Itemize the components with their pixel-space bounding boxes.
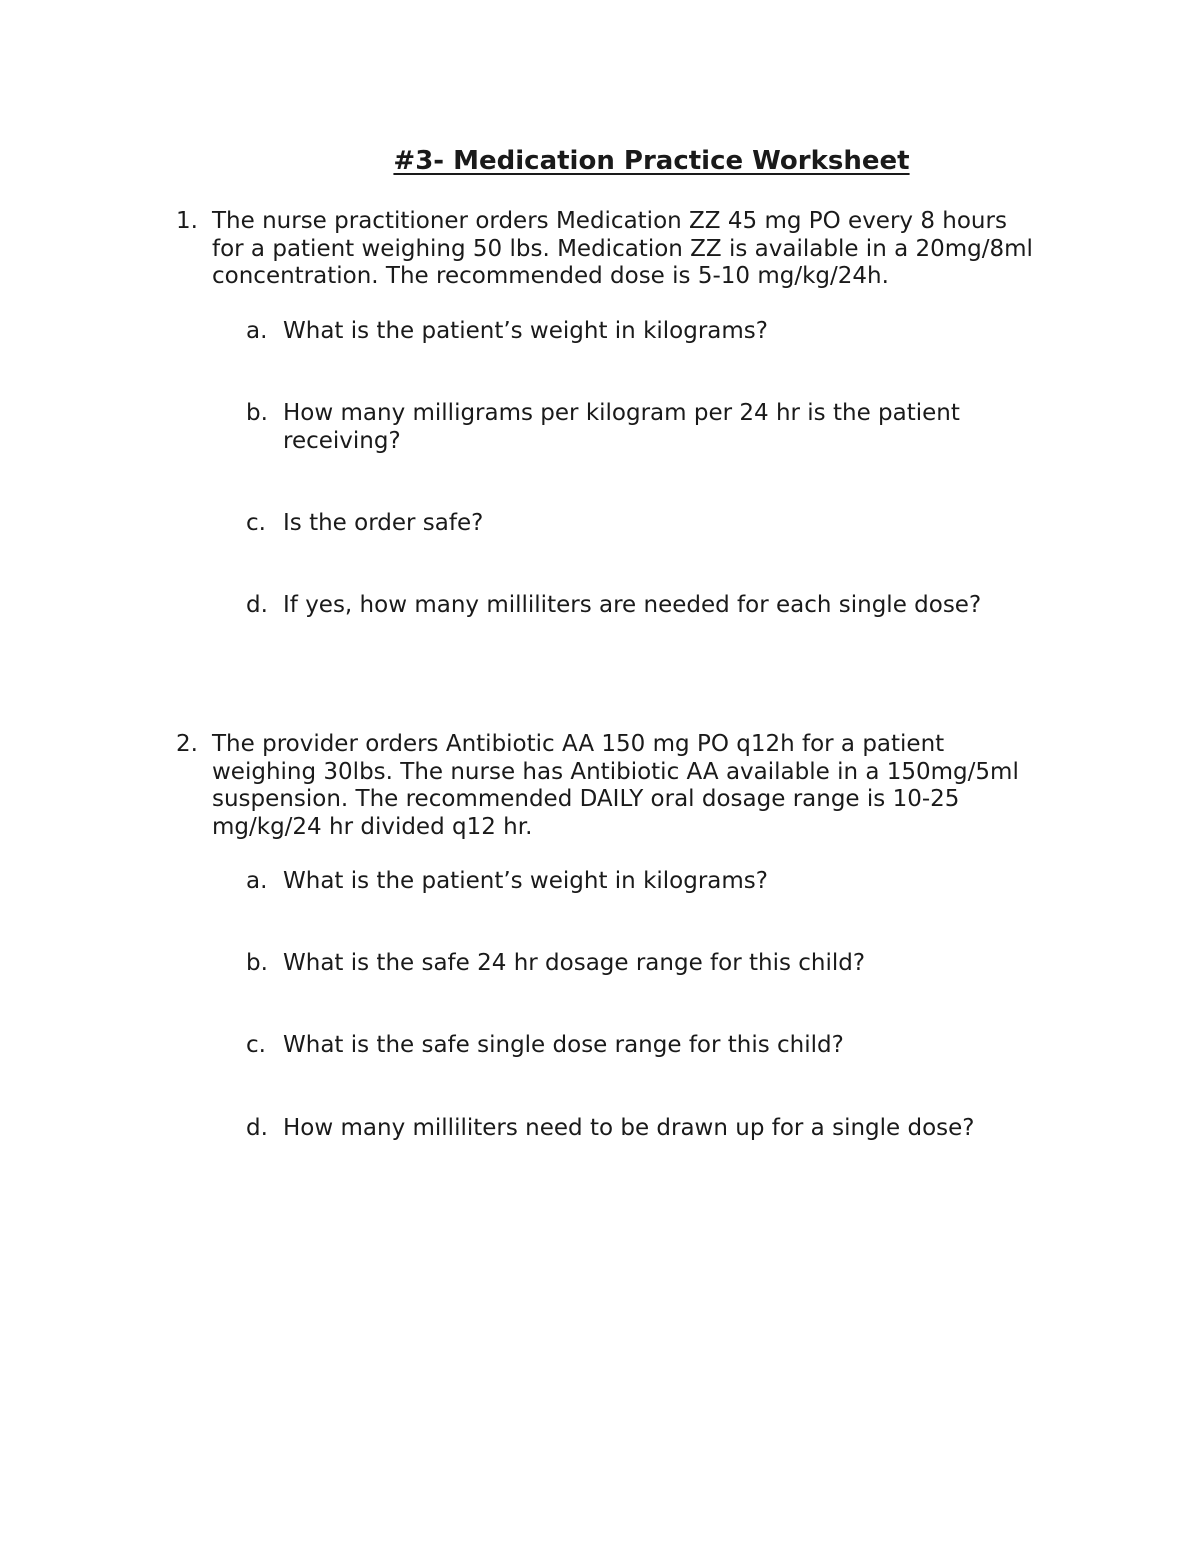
sub-question-text (283, 1115, 1043, 1143)
sub-question-line: receiving? (283, 427, 401, 454)
sub-question-line: What is the safe 24 hr dosage range for this child? (283, 950, 866, 976)
sub-question-letter: d. (246, 1115, 268, 1141)
sub-question-letter: b. (246, 400, 268, 426)
sub-question-letter: a. (246, 318, 268, 344)
question-text (212, 731, 1092, 841)
question-line: The provider orders Antibiotic AA 150 mg PO q12h for a patient (212, 731, 945, 757)
sub-question-line: What is the safe single dose range for this child? (283, 1032, 844, 1058)
sub-question-text (283, 318, 1043, 346)
sub-question-letter: b. (246, 950, 268, 976)
question-line: weighing 30lbs. The nurse has Antibiotic AA available in a 150mg/5ml (212, 758, 1019, 785)
sub-question-line: What is the patient’s weight in kilograms? (283, 868, 768, 894)
sub-question-line: What is the patient’s weight in kilograms? (283, 318, 768, 344)
sub-question-line: If yes, how many milliliters are needed for each single dose? (283, 592, 982, 618)
sub-question-letter: c. (246, 510, 266, 536)
question-number: 1. (176, 208, 198, 234)
sub-question-text (283, 1032, 1043, 1060)
sub-question-text (283, 510, 1043, 538)
sub-question-line: Is the order safe? (283, 510, 484, 536)
question-line: suspension. The recommended DAILY oral dosage range is 10-25 (212, 786, 960, 812)
sub-question-line: How many milliliters need to be drawn up for a single dose? (283, 1115, 975, 1141)
sub-question-letter: a. (246, 868, 268, 894)
question-text (212, 208, 1092, 291)
sub-question-letter: c. (246, 1032, 266, 1058)
sub-question-text (283, 950, 1043, 978)
question-number: 2. (176, 731, 198, 757)
question-line: mg/kg/24 hr divided q12 hr. (212, 813, 533, 840)
sub-question-letter: d. (246, 592, 268, 618)
sub-question-line: How many milligrams per kilogram per 24 hr is the patient (283, 400, 960, 426)
question-line: for a patient weighing 50 lbs. Medication ZZ is available in a 20mg/8ml (212, 235, 1033, 262)
sub-question-text (283, 868, 1043, 896)
sub-question-text (283, 592, 1043, 620)
question-line: The nurse practitioner orders Medication ZZ 45 mg PO every 8 hours (212, 208, 1007, 234)
sub-question-text (283, 400, 1043, 455)
page-title: #3- Medication Practice Worksheet (393, 146, 910, 176)
question-line: concentration. The recommended dose is 5-10 mg/kg/24h. (212, 263, 889, 289)
